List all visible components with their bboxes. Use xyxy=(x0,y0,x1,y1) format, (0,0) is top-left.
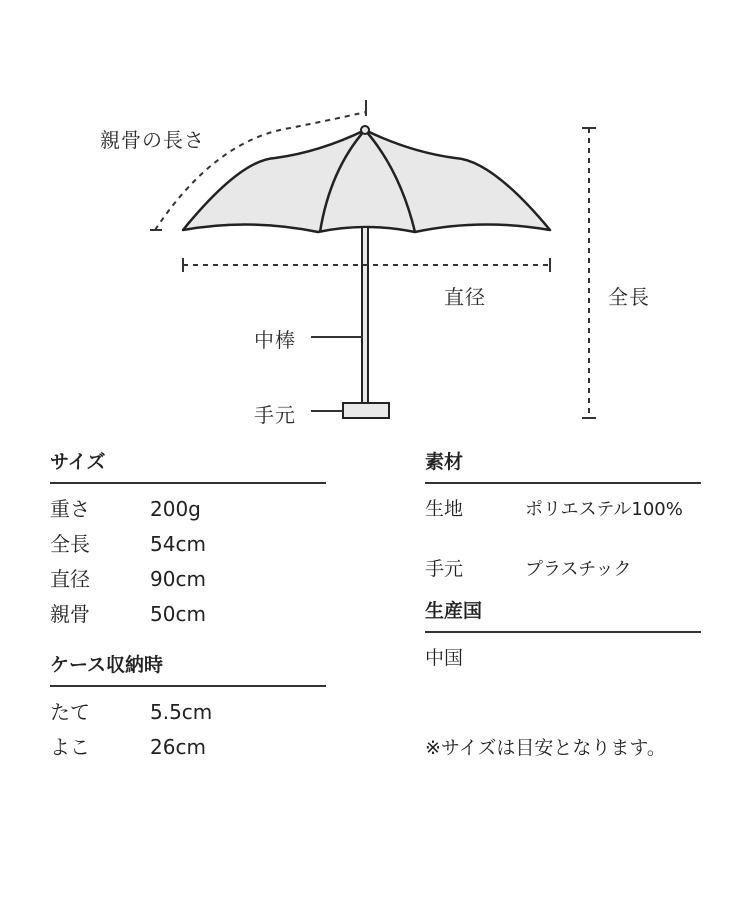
note-text: ※サイズは目安となります。 xyxy=(425,737,666,759)
spec-value: プラスチック xyxy=(525,559,632,580)
spec-key: よこ xyxy=(50,735,90,759)
spec-value: 26cm xyxy=(150,735,206,759)
origin-value: 中国 xyxy=(425,647,464,669)
shaft-label: 中棒 xyxy=(254,328,296,352)
spec-key: 全長 xyxy=(50,532,90,556)
spec-right-column xyxy=(425,448,701,766)
size-row-total-length xyxy=(50,527,326,562)
umbrella-diagram xyxy=(0,0,750,440)
spec-key: たて xyxy=(50,700,90,724)
origin-row xyxy=(425,641,701,676)
material-row-fabric xyxy=(425,492,701,527)
case-row-width xyxy=(50,730,326,765)
origin-section-title: 生産国 xyxy=(425,597,701,633)
spec-key: 直径 xyxy=(50,567,90,591)
spec-key: 手元 xyxy=(425,558,464,580)
diameter-label: 直径 xyxy=(444,285,486,309)
spec-key: 親骨 xyxy=(50,602,90,626)
umbrella-tip xyxy=(361,126,369,134)
size-section-title: サイズ xyxy=(50,448,326,484)
material-section-title: 素材 xyxy=(425,448,701,484)
spec-value: ポリエステル100% xyxy=(525,499,683,520)
spec-value: 50cm xyxy=(150,602,206,626)
case-row-height xyxy=(50,695,326,730)
spec-left-column xyxy=(50,448,326,765)
material-row-handle xyxy=(425,552,701,587)
spec-value: 5.5cm xyxy=(150,700,213,724)
spec-key: 生地 xyxy=(425,498,464,520)
size-row-rib xyxy=(50,597,326,632)
umbrella-handle xyxy=(343,403,389,418)
umbrella-canopy xyxy=(183,130,550,232)
umbrella-shaft xyxy=(362,227,368,403)
umbrella-illustration xyxy=(0,0,750,440)
spec-value: 54cm xyxy=(150,532,206,556)
spec-key: 重さ xyxy=(50,497,90,521)
rib-length-label: 親骨の長さ xyxy=(100,128,205,152)
spec-value: 90cm xyxy=(150,567,206,591)
size-row-diameter xyxy=(50,562,326,597)
case-section-title: ケース収納時 xyxy=(50,651,326,687)
handle-label: 手元 xyxy=(254,403,296,427)
size-note xyxy=(425,731,701,766)
spec-value: 200g xyxy=(150,497,201,521)
size-row-weight xyxy=(50,492,326,527)
total-length-label: 全長 xyxy=(608,285,650,309)
